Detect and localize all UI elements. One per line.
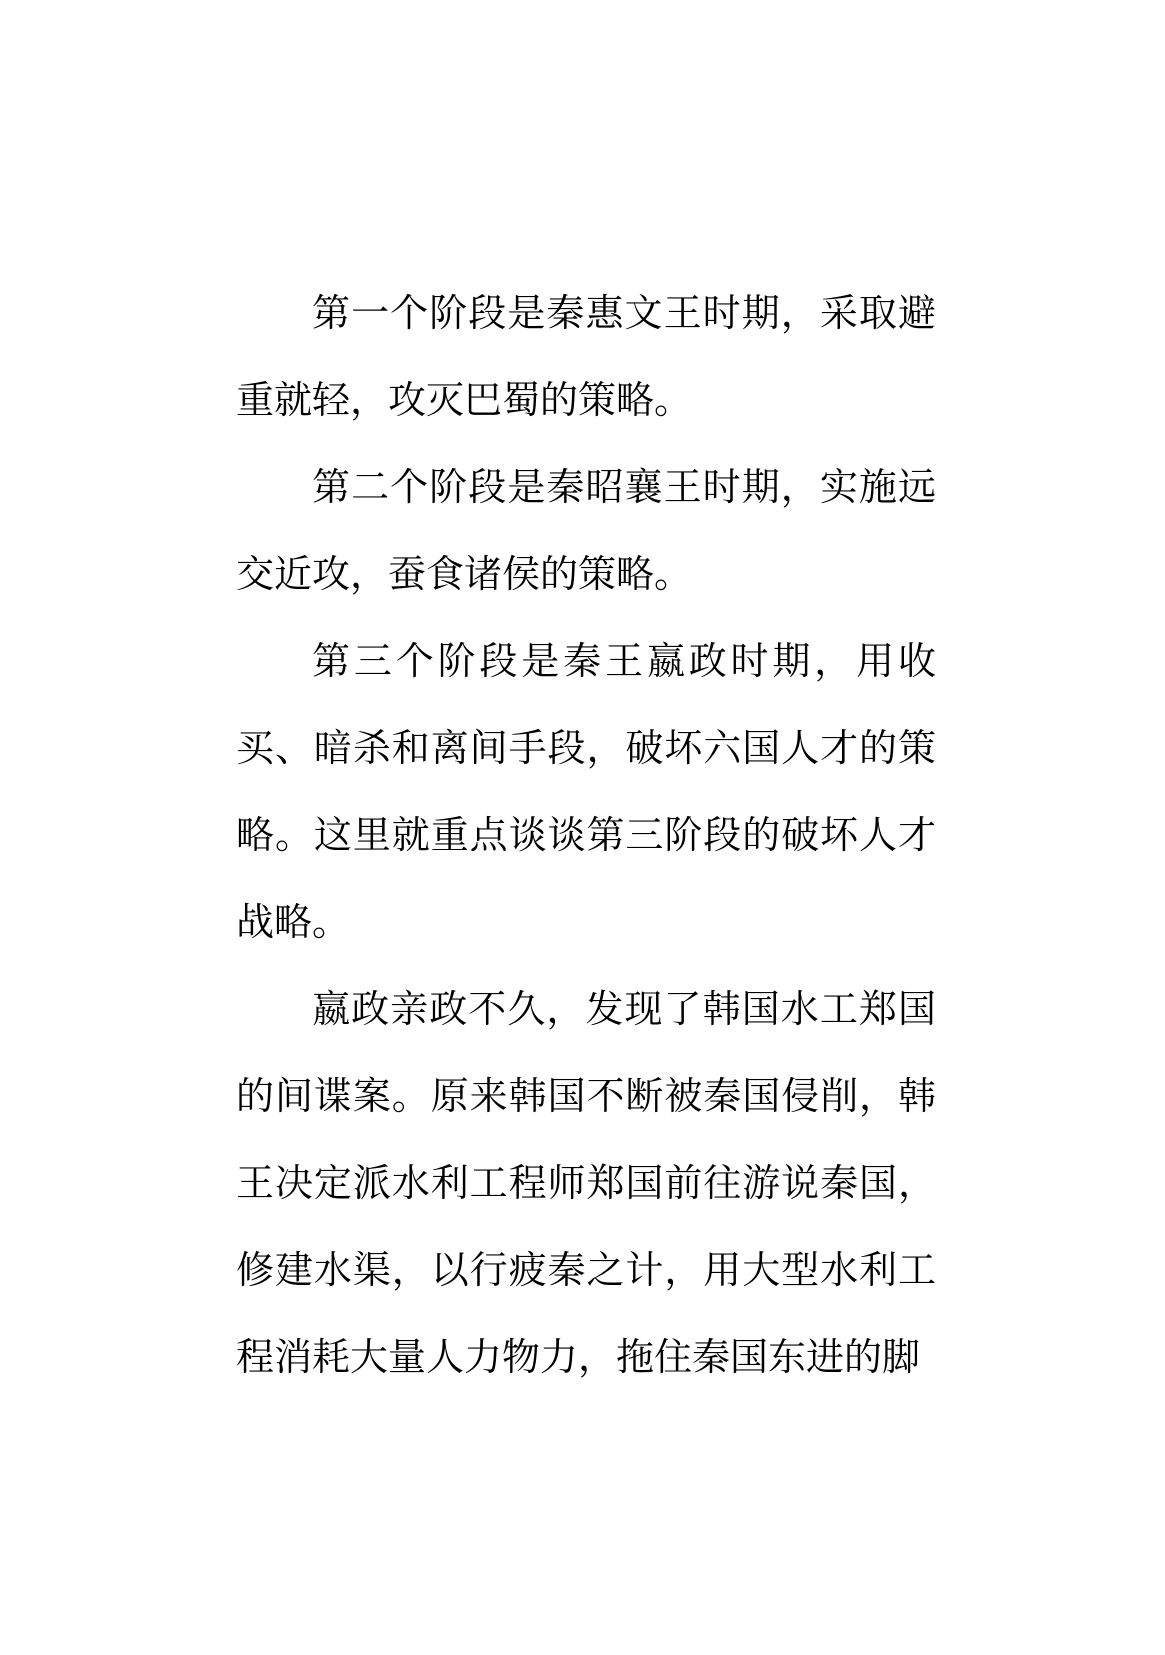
document-body (236, 270, 936, 1401)
paragraph-stage-three: 第三个阶段是秦王嬴政时期，用收买、暗杀和离间手段，破坏六国人才的策略。这里就重点谈谈第三阶段的破坏人才战略。 (236, 639, 936, 944)
paragraph-stage-two: 第二个阶段是秦昭襄王时期，实施远交近攻，蚕食诸侯的策略。 (236, 465, 936, 596)
paragraph-zhengguo-case: 嬴政亲政不久，发现了韩国水工郑国的间谍案。原来韩国不断被秦国侵削，韩王决定派水利工程师郑国前往游说秦国，修建水渠，以行疲秦之计，用大型水利工程消耗大量人力物力，拖住秦国东进的脚 (236, 987, 936, 1379)
paragraph-stage-one: 第一个阶段是秦惠文王时期，采取避重就轻，攻灭巴蜀的策略。 (236, 291, 936, 422)
